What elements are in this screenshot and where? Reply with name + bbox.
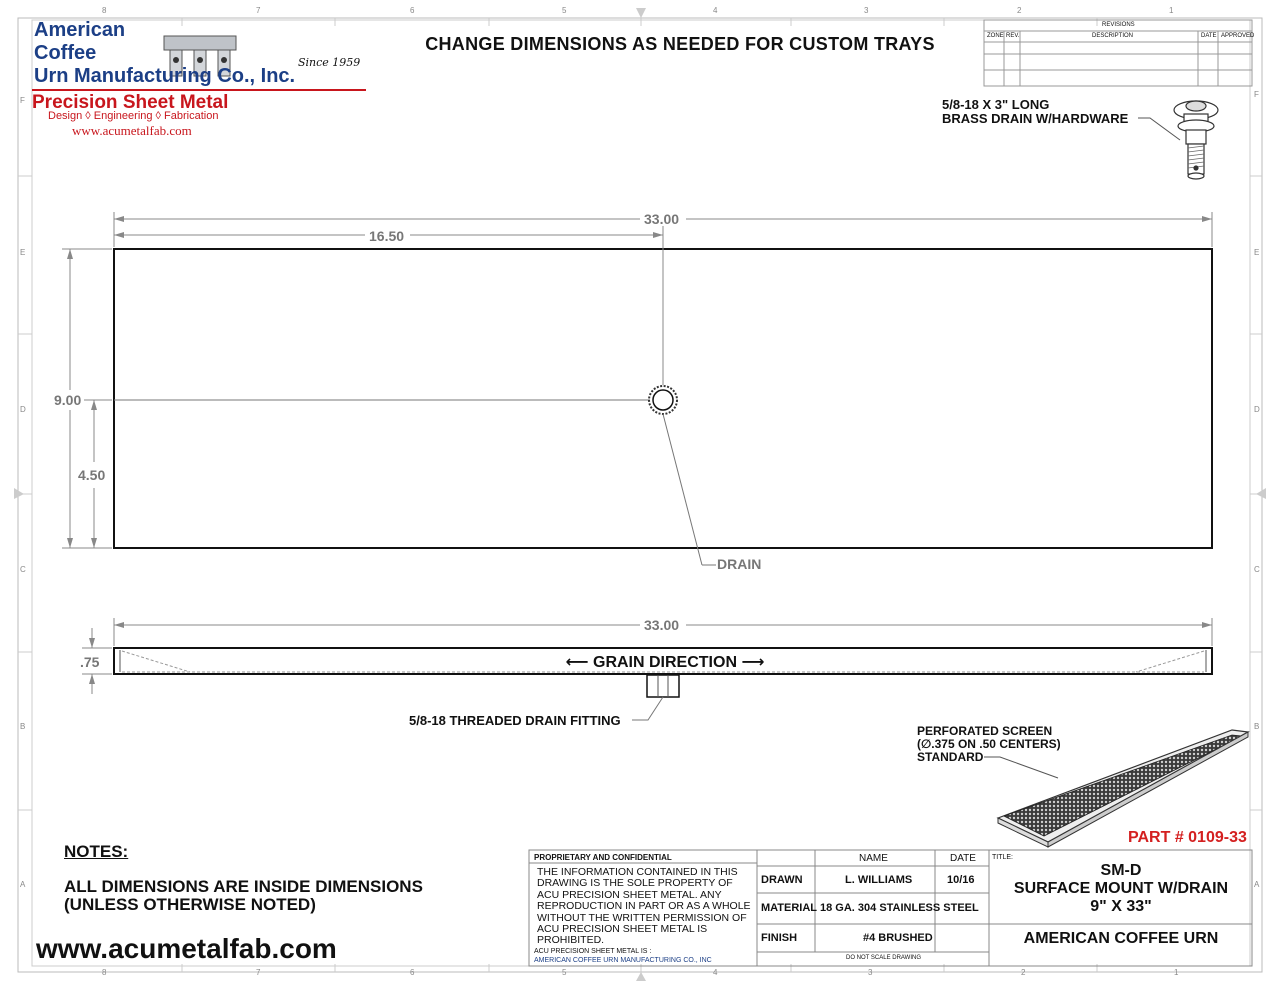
title-line2: SURFACE MOUNT W/DRAIN: [1013, 880, 1229, 897]
zone-col-3-bottom: 3: [868, 968, 873, 977]
zone-col-2-bottom: 2: [1021, 968, 1026, 977]
title-line1: SM-D: [1100, 862, 1142, 879]
screen-callout-line2: (∅.375 ON .50 CENTERS): [917, 737, 1061, 751]
material-label: MATERIAL: [761, 902, 818, 914]
brass-drain-illustration: [1174, 101, 1218, 179]
zone-col-7-bottom: 7: [256, 968, 261, 977]
notes-line1: ALL DIMENSIONS ARE INSIDE DIMENSIONS: [64, 877, 423, 896]
no-scale-note: DO NOT SCALE DRAWING: [846, 955, 922, 961]
revisions-col-approved: APPROVED: [1221, 33, 1255, 39]
fitting-label: 5/8-18 THREADED DRAIN FITTING: [409, 713, 621, 728]
zone-row-f: F: [20, 96, 25, 105]
company-name: AMERICAN COFFEE URN: [1023, 930, 1219, 947]
dim-length-top: 33.00: [644, 211, 680, 227]
material-value: 18 GA. 304 STAINLESS STEEL: [820, 902, 979, 914]
drawn-name: L. WILLIAMS: [845, 874, 913, 886]
zone-col-3: 3: [864, 6, 869, 15]
drain-callout-line2: BRASS DRAIN W/HARDWARE: [942, 111, 1129, 126]
drain-callout: [942, 98, 1128, 126]
zone-row-b: B: [20, 722, 26, 731]
drain-leader: [663, 414, 702, 565]
zone-col-8: 8: [102, 6, 107, 15]
zone-col-4-bottom: 4: [713, 968, 718, 977]
revisions-col-rev: REV.: [1006, 33, 1020, 39]
drain-callout-leader: [1138, 118, 1180, 140]
revisions-col-date: DATE: [1201, 33, 1217, 39]
logo-coffee: Coffee: [34, 42, 97, 64]
logo-divider: [32, 89, 366, 91]
drain-label: DRAIN: [717, 556, 762, 572]
zone-col-7: 7: [256, 6, 261, 15]
center-mark-bottom: [636, 972, 646, 981]
zone-col-4: 4: [713, 6, 718, 15]
part-number: PART # 0109-33: [1128, 829, 1247, 846]
zone-row-a-right: A: [1254, 880, 1260, 889]
zone-row-b-right: B: [1254, 722, 1260, 731]
drain-callout-line1: 5/8-18 X 3" LONG: [942, 97, 1050, 112]
prop-foot2: AMERICAN COFFEE URN MANUFACTURING CO., INC: [534, 957, 712, 964]
drawn-label: DRAWN: [761, 874, 803, 886]
finish-label: FINISH: [761, 932, 798, 944]
zone-row-e: E: [20, 248, 26, 257]
zone-col-5-bottom: 5: [562, 968, 567, 977]
title-label: TITLE:: [992, 854, 1014, 861]
dim-width: 9.00: [54, 392, 82, 408]
center-mark-top: [636, 8, 646, 18]
footer-url: www.acumetalfab.com: [36, 933, 337, 964]
logo-division: Precision Sheet Metal: [32, 92, 229, 113]
zone-col-6: 6: [410, 6, 415, 15]
dim-length-side: 33.00: [644, 617, 680, 633]
title-line3: 9" X 33": [1090, 898, 1152, 915]
dimension-lines-top: [62, 212, 1212, 548]
zone-col-1-bottom: 1: [1174, 968, 1179, 977]
zone-col-1: 1: [1169, 6, 1174, 15]
prop-foot1: ACU PRECISION SHEET METAL IS :: [534, 948, 652, 955]
finish-value: #4 BRUSHED: [863, 932, 933, 944]
revisions-col-description: DESCRIPTION: [1092, 33, 1134, 39]
grain-direction: ⟵ GRAIN DIRECTION ⟶: [565, 654, 765, 671]
prop-body: THE INFORMATION CONTAINED IN THIS DRAWING IS THE SOLE PROPERTY OF ACU PRECISION SHEET METAL. ANY REPRODUCTION IN PART OR AS A WHOLE WITHOUT THE WRITTEN PERMISSION OF ACU PRECISION SHEET METAL IS PROHIBITED.: [537, 866, 751, 947]
center-mark-left: [14, 488, 24, 499]
zone-row-c-right: C: [1254, 565, 1260, 574]
logo-tagline: Design ◊ Engineering ◊ Fabrication: [48, 110, 219, 122]
dim-half-width: 4.50: [78, 467, 106, 483]
notes-line2: (UNLESS OTHERWISE NOTED): [64, 895, 316, 914]
prop-heading: PROPRIETARY AND CONFIDENTIAL: [534, 853, 672, 862]
logo-website: www.acumetalfab.com: [72, 123, 192, 138]
logo-urn-manufacturing: Urn Manufacturing Co., Inc.: [34, 65, 296, 87]
revisions-table: [984, 20, 1255, 86]
revisions-title: REVISIONS: [1102, 22, 1135, 28]
zone-row-f-right: F: [1254, 90, 1259, 99]
zone-row-d: D: [20, 405, 26, 414]
notes-heading: NOTES:: [64, 842, 129, 861]
zone-col-5: 5: [562, 6, 567, 15]
screen-callout-line3: STANDARD: [917, 750, 984, 764]
zone-col-8-bottom: 8: [102, 968, 107, 977]
center-mark-right: [1256, 488, 1266, 499]
logo-since: Since 1959: [298, 56, 361, 69]
zone-col-2: 2: [1017, 6, 1022, 15]
name-header: NAME: [859, 853, 888, 864]
page-title: CHANGE DIMENSIONS AS NEEDED FOR CUSTOM TRAYS: [425, 34, 935, 54]
dim-half-length: 16.50: [369, 228, 405, 244]
screen-callout: [917, 725, 1061, 764]
date-header: DATE: [950, 853, 976, 864]
zone-row-e-right: E: [1254, 248, 1260, 257]
zone-col-6-bottom: 6: [410, 968, 415, 977]
zone-row-c: C: [20, 565, 26, 574]
logo-american: American: [34, 19, 126, 41]
zone-row-d-right: D: [1254, 405, 1260, 414]
drawn-date: 10/16: [947, 874, 975, 886]
fitting-leader: [632, 697, 663, 720]
zone-row-a: A: [20, 880, 26, 889]
screen-callout-line1: PERFORATED SCREEN: [917, 724, 1053, 738]
revisions-col-zone: ZONE: [987, 33, 1004, 39]
dim-depth: .75: [80, 654, 100, 670]
drain-hole: [653, 390, 673, 410]
